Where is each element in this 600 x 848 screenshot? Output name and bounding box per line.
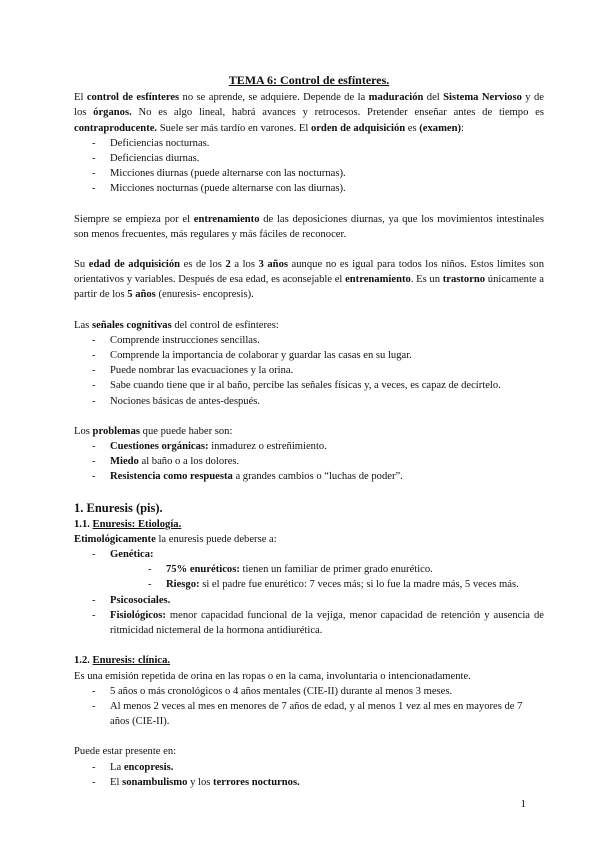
- section-heading-enuresis: 1. Enuresis (pis).: [74, 500, 163, 515]
- document-title: TEMA 6: Control de esfínteres.: [228, 73, 390, 87]
- list-item: - Comprende instrucciones sencillas.: [92, 333, 544, 348]
- list-item: - Miedo al baño o a los dolores.: [92, 454, 544, 469]
- problems-intro: Los problemas que puede haber son:: [74, 425, 233, 437]
- list-item: - Sabe cuando tiene que ir al baño, percibe las señales físicas y, a veces, es capaz de decírtelo.: [92, 378, 544, 393]
- list-item: - Puede nombrar las evacuaciones y la orina.: [92, 363, 544, 378]
- list-item: - Comprende la importancia de colaborar y guardar las casas en su lugar.: [92, 348, 544, 363]
- subsection-heading-clinical: 1.2. Enuresis: clínica.: [74, 655, 171, 667]
- list-item: - Nociones básicas de antes-después.: [92, 394, 544, 409]
- list-item: - El sonambulismo y los terrores nocturnos.: [92, 775, 544, 790]
- list-item: - Al menos 2 veces al mes en menores de 7 años de edad, y al menos 1 vez al mes en mayores de 7 años (CIE-II).: [92, 699, 544, 729]
- comorbidity-list: [74, 760, 544, 790]
- document-page: [74, 73, 544, 790]
- list-item: - Cuestiones orgánicas: inmadurez o estreñimiento.: [92, 439, 544, 454]
- problems-list: [74, 439, 544, 485]
- list-item: - 75% enuréticos: tienen un familiar de primer grado enurético.: [148, 562, 544, 577]
- list-item: - Genética: - 75% enuréticos: tienen un familiar de primer grado enurético. - Riesgo: si el padre fue enurético: 7 veces más; si lo fue la madre más, 5 veces más.: [92, 547, 544, 593]
- clinical-paragraph: Es una emisión repetida de orina en las ropas o en la cama, involuntaria o intencionadamente.: [74, 670, 471, 682]
- genetic-sublist: [110, 562, 544, 592]
- list-item: - Deficiencias diurnas.: [92, 151, 544, 166]
- page-number: 1: [520, 798, 526, 810]
- list-item: - Micciones diurnas (puede alternarse con las nocturnas).: [92, 166, 544, 181]
- list-item: - Micciones nocturnas (puede alternarse con las diurnas).: [92, 181, 544, 196]
- list-item: - Deficiencias nocturnas.: [92, 136, 544, 151]
- training-paragraph: Siempre se empieza por el entrenamiento de las deposiciones diurnas, ya que los movimientos intestinales son menos frecuentes, más regulares y más fáciles de reconocer.: [74, 213, 544, 240]
- etiology-intro: Etimológicamente la enuresis puede deberse a:: [74, 533, 277, 545]
- list-item: - Riesgo: si el padre fue enurético: 7 veces más; si lo fue la madre más, 5 veces más.: [148, 577, 544, 592]
- list-item: - Fisiológicos: menor capacidad funcional de la vejiga, menor capacidad de retención y ausencia de ritmicidad nictemeral de la hormona antidiurética.: [92, 608, 544, 638]
- cognitive-signals-intro: Las señales cognitivas del control de esfínteres:: [74, 319, 279, 331]
- etiology-list: [74, 547, 544, 638]
- list-item: - Resistencia como respuesta a grandes cambios o “luchas de poder”.: [92, 469, 544, 484]
- subsection-heading-etiology: 1.1. Enuresis: Etiología.: [74, 518, 182, 530]
- intro-paragraph: El control de esfínteres no se aprende, se adquiere. Depende de la maduración del Sistema Nervioso y de los órganos. No es algo lineal, habrá avances y retrocesos. Pretender enseñar antes de tiempo es contraproducente. Suele ser más tardío en varones. El orden de adquisición es (examen):: [74, 92, 544, 134]
- list-item: - La encopresis.: [92, 760, 544, 775]
- comorbidity-intro: Puede estar presente en:: [74, 746, 177, 758]
- cognitive-signals-list: [74, 333, 544, 409]
- acquisition-age-paragraph: Su edad de adquisición es de los 2 a los 3 años aunque no es igual para todos los niños. Estos límites son orientativos y variables. Después de esa edad, es aconsejable el entrenamiento. Es un trastorno únicamente a partir de los 5 años (enuresis- encopresis).: [74, 259, 545, 301]
- clinical-criteria-list: [74, 684, 544, 730]
- list-item: - Psicosociales.: [92, 593, 544, 608]
- list-item: - 5 años o más cronológicos o 4 años mentales (CIE-II) durante al menos 3 meses.: [92, 684, 544, 699]
- acquisition-order-list: [74, 136, 544, 197]
